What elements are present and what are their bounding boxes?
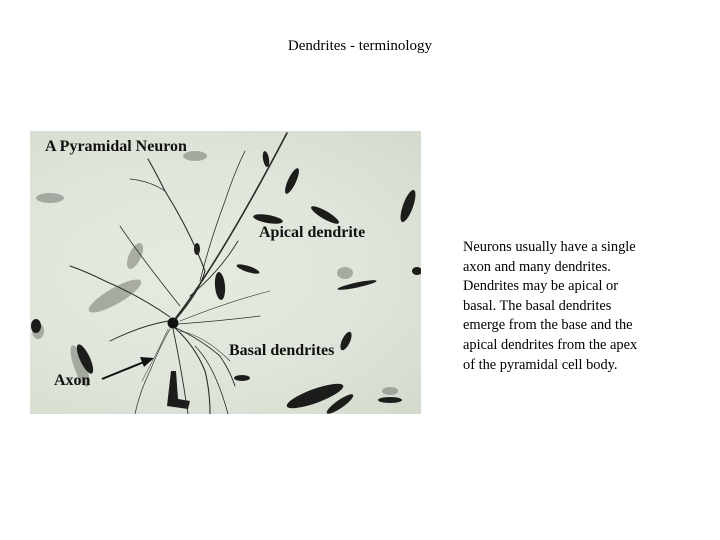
pyramidal-neuron-micrograph — [30, 131, 421, 414]
description-paragraph: Neurons usually have a single axon and many dendrites. Dendrites may be apical or basal. The basal dendrites emerge from the base and the apical dendrites from the apex of the pyramidal cell body. — [463, 239, 638, 373]
basal-dendrites-label: Basal dendrites — [229, 342, 335, 359]
apical-dendrite-label: Apical dendrite — [259, 224, 366, 241]
axon-label: Axon — [54, 372, 91, 389]
figure-title: A Pyramidal Neuron — [45, 138, 187, 155]
slide-title: Dendrites - terminology — [287, 38, 433, 54]
